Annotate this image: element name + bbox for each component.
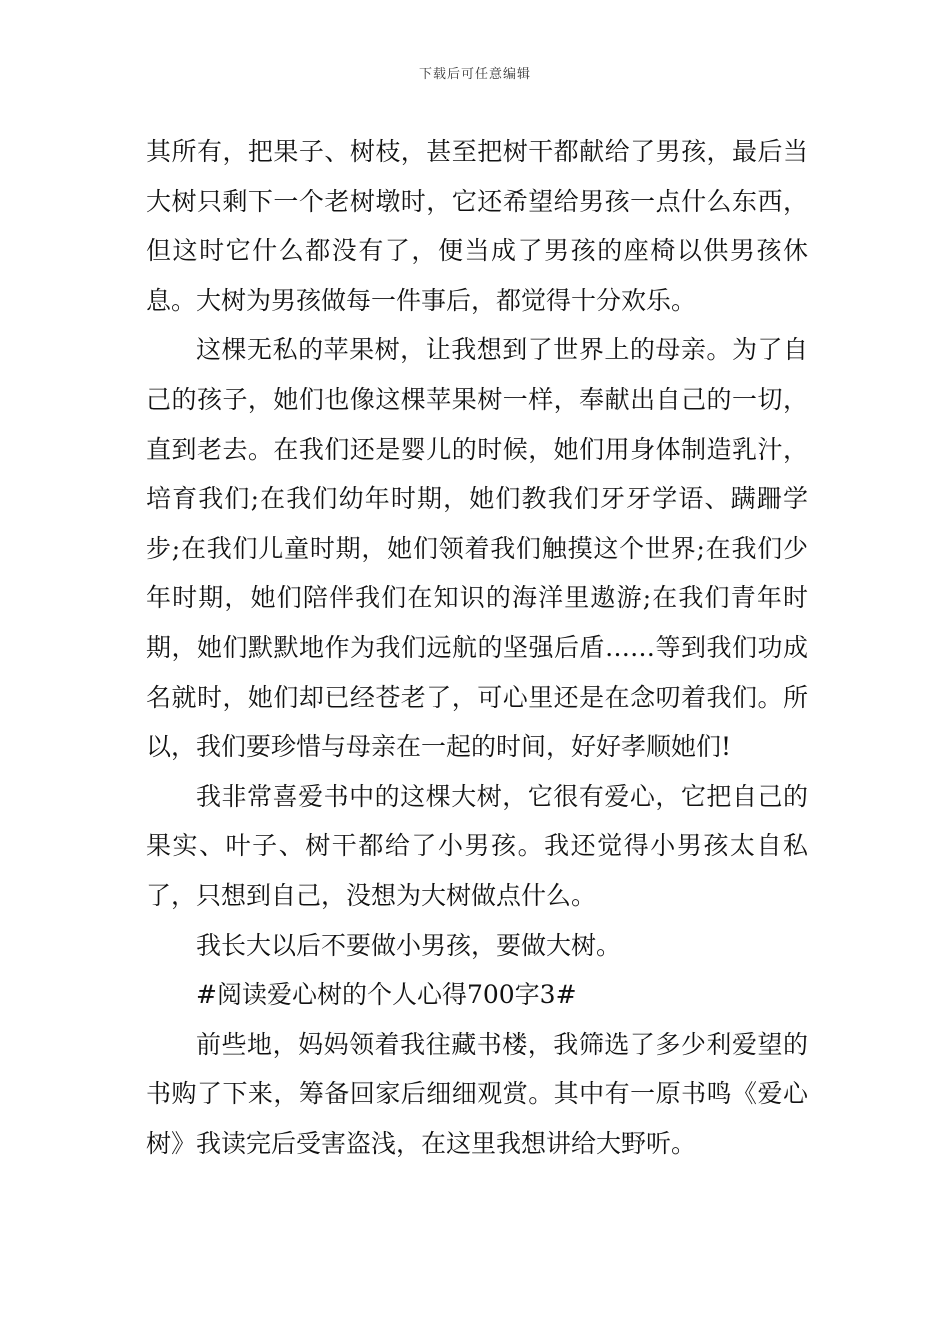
header-note: 下载后可任意编辑	[418, 67, 531, 82]
section-heading: #阅读爱心树的个人心得700字3#	[196, 980, 577, 1010]
paragraph-5: 前些地，妈妈领着我往藏书楼，我筛选了多少利爱望的书购了下来，筹备回家后细细观赏。其中有一原书鸣《爱心树》我读完后受害盗浅，在这里我想讲给大野听。	[146, 1029, 808, 1158]
document-body	[146, 127, 808, 1168]
paragraph-1: 其所有，把果子、树枝，甚至把树干都献给了男孩，最后当大树只剩下一个老树墩时，它还希望给男孩一点什么东西，但这时它什么都没有了，便当成了男孩的座椅以供男孩休息。大树为男孩做每一件事后，都觉得十分欢乐。	[146, 137, 808, 315]
paragraph-4: 我长大以后不要做小男孩，要做大树。	[196, 930, 622, 960]
paragraph-3: 我非常喜爱书中的这棵大树，它很有爱心，它把自己的果实、叶子、树干都给了小男孩。我还觉得小男孩太自私了，只想到自己，没想为大树做点什么。	[146, 781, 808, 910]
paragraph-2: 这棵无私的苹果树，让我想到了世界上的母亲。为了自己的孩子，她们也像这棵苹果树一样，奉献出自己的一切，直到老去。在我们还是婴儿的时候，她们用身体制造乳汁，培育我们;在我们幼年时期，她们教我们牙牙学语、蹒跚学步;在我们儿童时期，她们领着我们触摸这个世界;在我们少年时期，她们陪伴我们在知识的海洋里遨游;在我们青年时期，她们默默地作为我们远航的坚强后盾……等到我们功成名就时，她们却已经苍老了，可心里还是在念叨着我们。所以，我们要珍惜与母亲在一起的时间，好好孝顺她们!	[146, 335, 808, 762]
